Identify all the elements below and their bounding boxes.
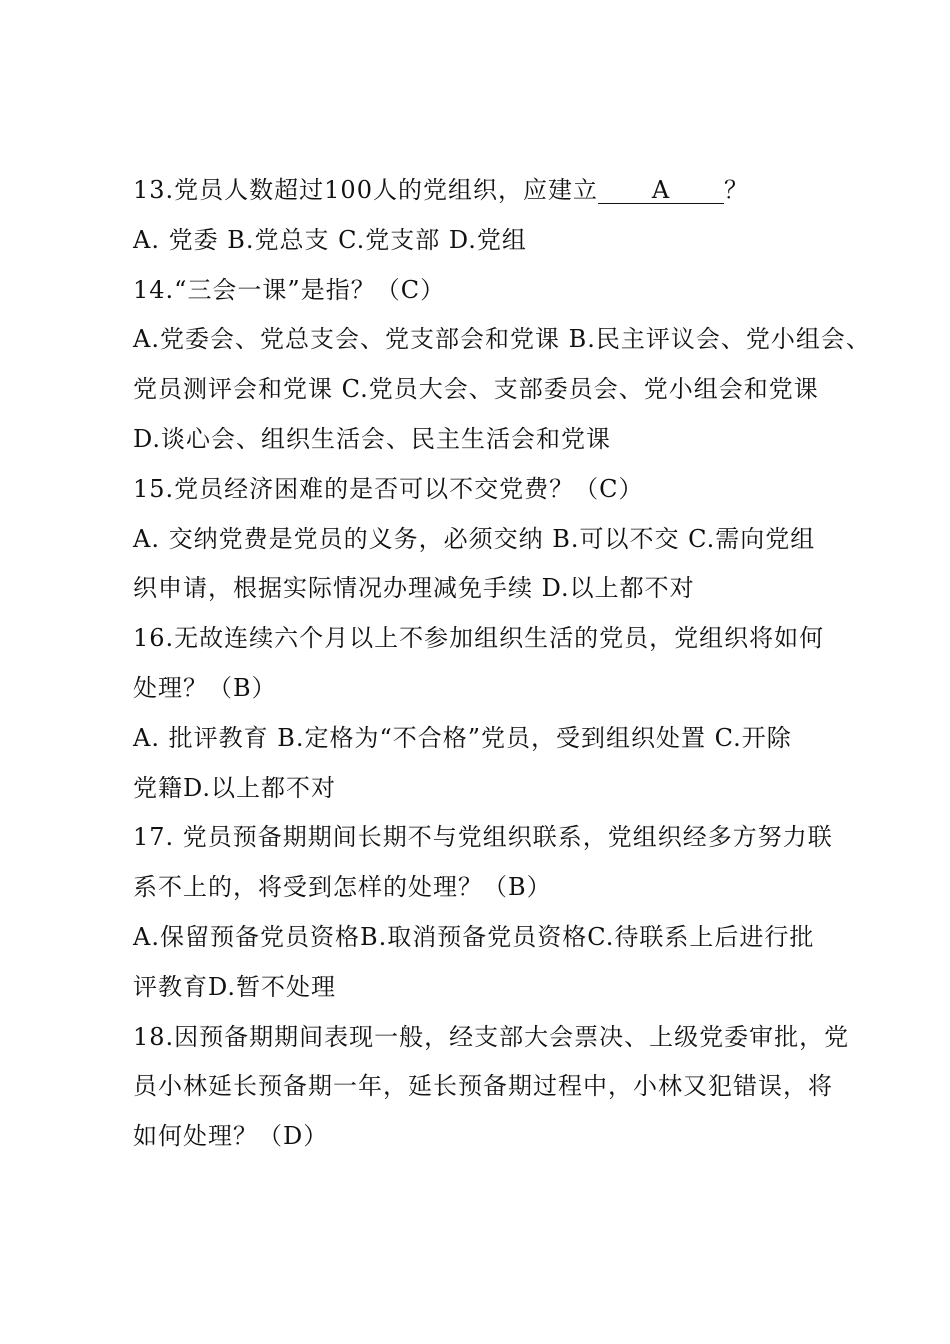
question-14-options-line-1: A.党委会、党总支会、党支部会和党课 B.民主评议会、党小组会、 — [133, 325, 871, 354]
question-13-options: A. 党委 B.党总支 C.党支部 D.党组 — [133, 225, 527, 254]
question-17-text-line-2: 系不上的，将受到怎样的处理？（B） — [133, 873, 552, 902]
question-16-text-line-1: 16.无故连续六个月以上不参加组织生活的党员，党组织将如何 — [133, 624, 825, 653]
question-13-line — [133, 166, 863, 216]
question-15-options-line-1: A. 交纳党费是党员的义务，必须交纳 B.可以不交 C.需向党组 — [133, 524, 816, 553]
question-17-options-line-1: A.保留预备党员资格B.取消预备党员资格C.待联系上后进行批 — [133, 922, 815, 951]
question-16-options-line-1: A. 批评教育 B.定格为“不合格”党员，受到组织处置 C.开除 — [133, 723, 792, 752]
question-17-options-line-2: 评教育D.暂不处理 — [133, 972, 337, 1001]
question-16-options-line-2: 党籍D.以上都不对 — [133, 773, 337, 802]
question-18-text-line-2: 员小林延长预备期一年，延长预备期过程中，小林又犯错误，将 — [133, 1072, 833, 1101]
question-16-text-line-2: 处理？（B） — [133, 673, 277, 702]
answer-blank: A — [598, 177, 724, 204]
question-18-text-line-1: 18.因预备期期间表现一般，经支部大会票决、上级党委审批，党 — [133, 1022, 850, 1051]
question-text-block — [133, 166, 871, 1162]
question-15-options-line-2: 织申请，根据实际情况办理减免手续 D.以上都不对 — [133, 574, 695, 603]
question-13-text: 13.党员人数超过100人的党组织，应建立 — [133, 176, 598, 204]
question-14-options-line-2: 党员测评会和党课 C.党员大会、支部委员会、党小组会和党课 — [133, 375, 819, 404]
question-13-end: ？ — [723, 176, 749, 204]
question-14-options-line-3: D.谈心会、组织生活会、民主生活会和党课 — [133, 424, 612, 453]
question-14-text: 14.“三会一课”是指？（C） — [133, 275, 446, 304]
question-15-text: 15.党员经济困难的是否可以不交党费？（C） — [133, 474, 644, 503]
question-18-text-line-3: 如何处理？（D） — [133, 1122, 329, 1151]
question-17-text-line-1: 17. 党员预备期期间长期不与党组织联系，党组织经多方努力联 — [133, 823, 833, 852]
